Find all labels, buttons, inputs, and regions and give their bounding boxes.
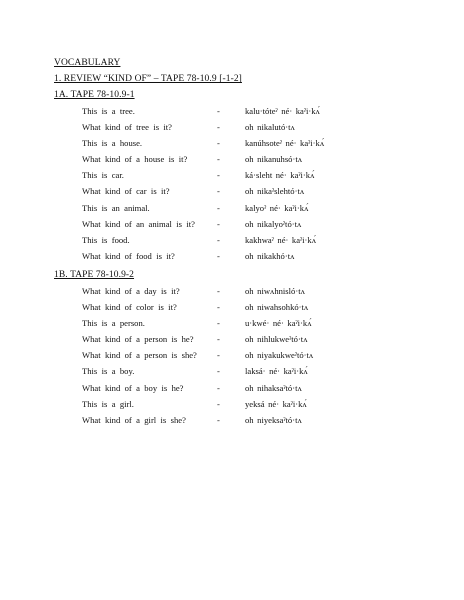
separator-dash: - [217,186,220,197]
separator-dash: - [217,382,220,393]
vocab-row [0,413,464,429]
english-phrase: What kind of food is it? [82,250,175,261]
vocab-row [0,249,464,265]
english-phrase: This is a house. [82,138,143,149]
separator-dash: - [217,138,220,149]
vocab-row [0,120,464,136]
separator-dash: - [217,122,220,133]
vocab-row [0,184,464,200]
mohawk-phrase: kanúhsoteˀ né· kaˀi·kʌ́ [245,138,325,149]
mohawk-phrase: laksá· né· kaˀi·kʌ́ [245,366,308,377]
english-phrase: This is a person. [82,318,145,329]
vocab-row [0,168,464,184]
section-1a-heading: 1A. TAPE 78-10.9-1 [54,90,135,100]
vocab-row [0,217,464,233]
vocab-row [0,397,464,413]
separator-dash: - [217,250,220,261]
mohawk-phrase: oh niyeksaˀtó·tʌ [245,414,302,425]
separator-dash: - [217,398,220,409]
english-phrase: This is food. [82,234,130,245]
separator-dash: - [217,318,220,329]
english-phrase: What kind of a day is it? [82,286,180,296]
review-heading: 1. REVIEW “KIND OF” – TAPE 78-10.9 [-1-2] [54,74,242,84]
mohawk-phrase: oh niyakukweˀtó·tʌ [245,350,314,361]
english-phrase: This is a girl. [82,398,134,409]
separator-dash: - [217,334,220,345]
section-1b-heading: 1B. TAPE 78-10.9-2 [54,270,135,280]
separator-dash: - [217,350,220,361]
mohawk-phrase: oh nikaˀslehtó·tʌ [245,186,305,197]
english-phrase: This is an animal. [82,202,150,213]
english-phrase: This is a tree. [82,106,135,116]
mohawk-phrase: ká·sleht né· kaˀi·kʌ́ [245,170,315,181]
vocabulary-heading: VOCABULARY [54,58,121,68]
english-phrase: What kind of an animal is it? [82,218,195,229]
separator-dash: - [217,366,220,377]
separator-dash: - [217,302,220,313]
vocab-row [0,136,464,152]
mohawk-phrase: u·kwé· né· kaˀi·kʌ́ [245,318,312,329]
vocab-row [0,332,464,348]
mohawk-phrase: oh niwahsohkó·tʌ [245,302,309,313]
separator-dash: - [217,286,220,296]
english-phrase: What kind of a boy is he? [82,382,184,393]
mohawk-phrase: oh nikanuhsó·tʌ [245,154,303,165]
english-phrase: What kind of car is it? [82,186,170,197]
section-1b-list [0,284,464,429]
mohawk-phrase: oh nikalutó·tʌ [245,122,295,133]
separator-dash: - [217,106,220,116]
vocab-row [0,233,464,249]
mohawk-phrase: kalyoˀ né· kaˀi·kʌ́ [245,202,309,213]
mohawk-phrase: oh nikakhó·tʌ [245,250,295,261]
separator-dash: - [217,218,220,229]
english-phrase: This is car. [82,170,124,181]
separator-dash: - [217,170,220,181]
english-phrase: What kind of tree is it? [82,122,172,133]
separator-dash: - [217,202,220,213]
vocab-row [0,284,464,300]
vocab-row [0,300,464,316]
mohawk-phrase: oh nikalyoˀtó·tʌ [245,218,302,229]
mohawk-phrase: oh nihlukweˀtó·tʌ [245,334,308,345]
vocab-row [0,316,464,332]
english-phrase: This is a boy. [82,366,135,377]
english-phrase: What kind of a person is she? [82,350,197,361]
vocab-row [0,381,464,397]
english-phrase: What kind of color is it? [82,302,177,313]
vocab-row [0,152,464,168]
mohawk-phrase: kakhwaˀ né· kaˀi·kʌ́ [245,234,317,245]
mohawk-phrase: yeksá né· kaˀi·kʌ́ [245,398,307,409]
english-phrase: What kind of a person is he? [82,334,194,345]
separator-dash: - [217,414,220,425]
separator-dash: - [217,234,220,245]
english-phrase: What kind of a house is it? [82,154,188,165]
section-1a-list [0,104,464,265]
vocab-row [0,104,464,120]
mohawk-phrase: kalu·tóteˀ né· kaˀi·kʌ́ [245,106,320,116]
mohawk-phrase: oh niwʌhnisló·tʌ [245,286,305,296]
vocab-row [0,348,464,364]
vocab-row [0,201,464,217]
separator-dash: - [217,154,220,165]
mohawk-phrase: oh nihaksaˀtó·tʌ [245,382,302,393]
english-phrase: What kind of a girl is she? [82,414,186,425]
vocab-row [0,364,464,380]
